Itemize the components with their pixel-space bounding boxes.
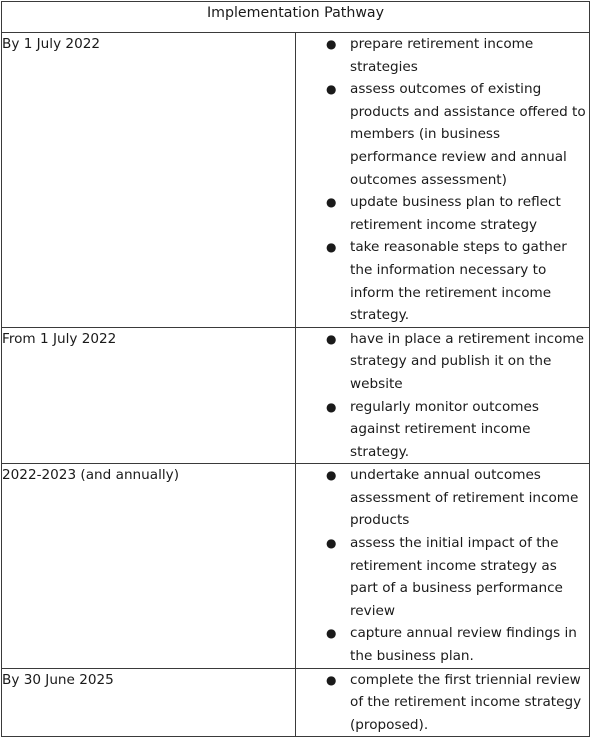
- list-item-text: regularly monitor outcomes against retirement income strategy.: [350, 398, 539, 460]
- table-row: [2, 464, 590, 668]
- list-item-text: undertake annual outcomes assessment of retirement income products: [350, 467, 579, 529]
- list-item: [296, 622, 589, 667]
- list-item: [296, 464, 589, 532]
- table-row: [2, 668, 590, 737]
- list-item: [296, 236, 589, 326]
- list-item-text: complete the first triennial review of the retirement income strategy (proposed).: [350, 671, 582, 733]
- date-cell: 2022-2023 (and annually): [2, 464, 296, 668]
- bullet-icon: ●: [326, 331, 337, 346]
- list-item-text: have in place a retirement income strategy and publish it on the website: [350, 330, 585, 392]
- bullet-list: [296, 669, 589, 737]
- list-item-text: prepare retirement income strategies: [350, 36, 534, 75]
- table-title: Implementation Pathway: [2, 2, 590, 33]
- list-item: [296, 191, 589, 236]
- list-item-text: assess outcomes of existing products and assistance offered to members (in business performance review and annual outcomes assessment): [350, 81, 586, 188]
- list-item-text: take reasonable steps to gather the information necessary to inform the retirement income strategy.: [350, 239, 567, 324]
- bullet-icon: ●: [326, 195, 337, 210]
- bullet-list: [296, 328, 589, 464]
- bullet-icon: ●: [326, 37, 337, 51]
- list-item: [296, 33, 589, 78]
- list-item: [296, 396, 589, 464]
- bullet-icon: ●: [326, 82, 337, 97]
- date-cell: From 1 July 2022: [2, 327, 296, 464]
- items-cell: [296, 464, 590, 668]
- bullet-icon: ●: [326, 240, 337, 255]
- date-cell: By 30 June 2025: [2, 668, 296, 737]
- list-item-text: assess the initial impact of the retirement income strategy as part of a business performance review: [350, 535, 563, 619]
- date-cell: By 1 July 2022: [2, 33, 296, 328]
- items-cell: [296, 327, 590, 464]
- bullet-icon: ●: [326, 399, 337, 414]
- list-item-text: capture annual review findings in the business plan.: [350, 625, 577, 665]
- list-item: [296, 669, 589, 737]
- bullet-icon: ●: [326, 536, 337, 551]
- bullet-list: [296, 33, 589, 327]
- bullet-icon: ●: [326, 468, 337, 483]
- list-item-text: update business plan to reflect retirement income strategy: [350, 194, 561, 233]
- list-item: [296, 328, 589, 396]
- table-row: [2, 327, 590, 464]
- implementation-pathway-table: [1, 1, 590, 737]
- items-cell: [296, 668, 590, 737]
- bullet-list: [296, 464, 589, 667]
- list-item: [296, 78, 589, 191]
- list-item: [296, 532, 589, 622]
- bullet-icon: ●: [326, 672, 337, 687]
- items-cell: [296, 33, 590, 328]
- bullet-icon: ●: [326, 626, 337, 641]
- table-row: [2, 33, 590, 328]
